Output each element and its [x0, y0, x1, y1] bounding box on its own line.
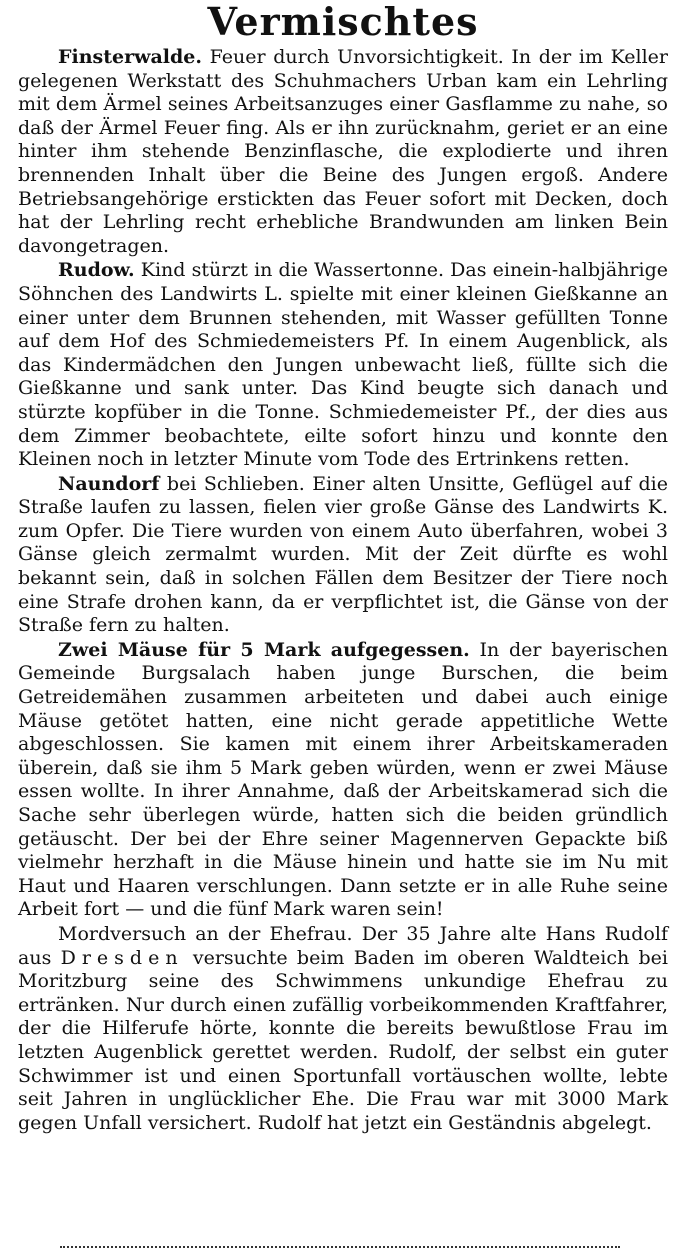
article-text: versuchte beim Baden im oberen Waldteich bei Moritzburg seine des Schwimmens unkundige Ehefrau zu ertränken. Nur durch einen zufällig vorbeikommenden Kraftfahrer, der die Hilferufe hörte, konnte die bereits bewußtlose Frau im letzten Augenblick gerettet werden. Rudolf, der selbst ein guter Schwimmer ist und einen Sportunfall vortäuschen wollte, lebte seit Jahren in unglücklicher Ehe. Die Frau war mit 3000 Mark gegen Unfall versichert. Rudolf hat jetzt ein Geständnis abgelegt.	[18, 946, 668, 1134]
article-text: bei Schlieben. Einer alten Unsitte, Geflügel auf die Straße laufen zu lassen, fielen vier große Gänse des Landwirts K. zum Opfer. Die Tiere wurden von einem Auto überfahren, wobei 3 Gänse gleich zermalmt wurden. Mit der Zeit dürfte es wohl bekannt sein, daß in solchen Fällen dem Besitzer der Tiere noch eine Strafe drohen kann, da er verpflichtet ist, die Gänse von der Straße fern zu halten.	[18, 472, 668, 637]
article-kicker: Mordversuch an der Ehefrau.	[58, 922, 353, 945]
article-naundorf	[18, 473, 668, 638]
article-finsterwalde	[18, 46, 668, 258]
article-text: Feuer durch Unvorsichtigkeit. In der im Keller gelegenen Werkstatt des Schuhmachers Urban kam ein Lehrling mit dem Ärmel seines Arbeitsanzuges einer Gasflamme zu nahe, so daß der Ärmel Feuer fing. Als er ihn zurücknahm, geriet er an eine hinter ihm stehende Benzinflasche, die explodierte und ihren brennenden Inhalt über die Beine des Jungen ergoß. Andere Betriebsangehörige erstickten das Feuer sofort mit Decken, doch hat der Lehrling recht erhebliche Brandwunden am linken Bein davongetragen.	[18, 46, 669, 257]
section-title: Vermischtes	[207, 0, 479, 44]
article-text: In der bayerischen Gemeinde Burgsalach haben junge Burschen, die beim Getreidemähen zusammen arbeiteten und dabei auch einige Mäuse getötet hatten, eine nicht gerade appetitliche Wette abgeschlossen. Sie kamen mit einem ihrer Arbeitskameraden überein, daß sie ihm 5 Mark geben würden, wenn er zwei Mäuse essen wollte. In ihrer Annahme, daß der Arbeitskamerad sich die Sache sehr überlegen würde, hatten sich die beiden gründlich getäuscht. Der bei der Ehre seiner Magennerven Gepackte biß vielmehr herzhaft in die Mäuse hinein und hatte sie im Nu mit Haut und Haaren verschlungen. Dann setzte er in alle Ruhe seine Arbeit fort — und die fünf Mark waren sein!	[18, 638, 668, 921]
article-kicker: Naundorf	[58, 472, 160, 495]
article-maeuse	[18, 639, 668, 922]
article-kicker: Zwei Mäuse für 5 Mark aufgegessen.	[58, 638, 470, 661]
footer-divider	[60, 1246, 620, 1251]
article-kicker: Finsterwalde.	[58, 46, 202, 68]
article-spaced-word: Dresden	[60, 946, 184, 969]
article-kicker: Rudow.	[58, 259, 135, 282]
article-text: Der 35 Jahre alte Hans Rudolf aus	[18, 922, 668, 969]
article-mordversuch	[18, 923, 668, 1135]
article-text: Kind stürzt in die Wassertonne. Das einein-halbjährige Söhnchen des Landwirts L. spielte mit einer kleinen Gießkanne an einer unter dem Brunnen stehenden, mit Wasser gefüllten Tonne auf dem Hof des Schmiedemeisters Pf. In einem Augenblick, als das Kindermädchen den Jungen unbewacht ließ, füllte sich die Gießkanne und sank unter. Das Kind beugte sich danach und stürzte kopfüber in die Tonne. Schmiedemeister Pf., der dies aus dem Zimmer beobachtete, eilte sofort hinzu und konnte den Kleinen noch in letzter Minute vom Tode des Ertrinkens retten.	[18, 259, 669, 471]
article-rudow	[18, 259, 668, 471]
